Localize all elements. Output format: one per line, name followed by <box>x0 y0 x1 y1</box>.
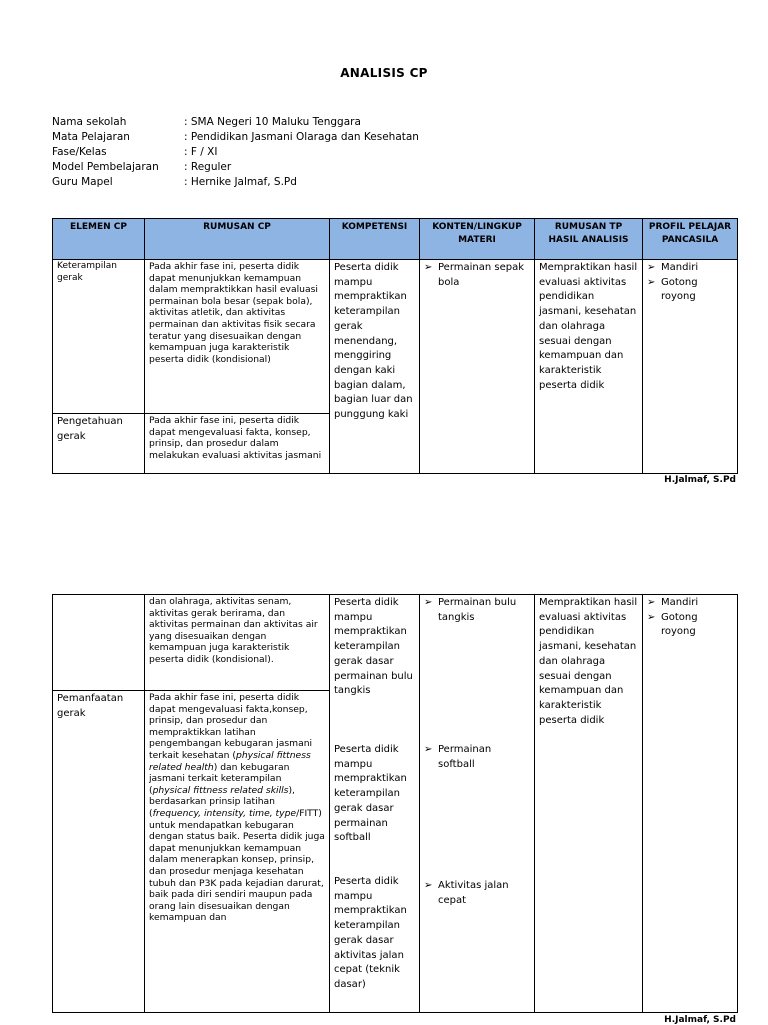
info-value: : F / XI <box>184 146 218 158</box>
header-elemen: ELEMEN CP <box>53 219 145 260</box>
info-value: : Pendidikan Jasmani Olaraga dan Kesehatan <box>184 131 419 143</box>
konten-item: ➢ Aktivitas jalan cepat <box>424 879 530 908</box>
analysis-table-2 <box>52 594 738 1013</box>
info-label: Fase/Kelas <box>52 146 107 158</box>
tp-cell: Mempraktikan hasil evaluasi aktivitas pendidikan jasmani, kesehatan dan olahraga sesuai dengan kemampuan dan karakteristik peserta didik <box>535 260 643 474</box>
rumusan-text: Pada akhir fase ini, peserta didik dapat mengevaluasi fakta,konsep, prinsip, dan prosedur dan mempraktikkan latihan pengembangan kebugaran jasmani terkait kesehatan ( <box>149 692 313 761</box>
info-label: Guru Mapel <box>52 176 113 188</box>
kompetensi-item: Peserta didik mampu mempraktikan keterampilan gerak dasar permainan bulu tangkis <box>334 597 413 697</box>
konten-item: ➢ Permainan bulu tangkis <box>424 596 530 743</box>
rumusan-cell: Pada akhir fase ini, peserta didik dapat mengevaluasi fakta, konsep, prinsip, dan prosedur dalam melakukan evaluasi aktivitas jasmani <box>145 414 330 474</box>
kompetensi-item: Peserta didik mampu mempraktikan keterampilan gerak dasar permainan softball <box>334 744 407 844</box>
tp-cell: Mempraktikan hasil evaluasi aktivitas pendidikan jasmani, kesehatan dan olahraga sesuai dengan kemampuan dan karakteristik peserta didik <box>535 595 643 1013</box>
rumusan-text: ), berdasarkan prinsip latihan ( <box>149 784 295 819</box>
info-row-school <box>52 115 419 130</box>
rumusan-italic: physical fittness related health <box>149 749 311 773</box>
rumusan-italic: frequency, intensity, time, type <box>152 807 297 819</box>
kompetensi-cell <box>330 595 420 1013</box>
konten-cell <box>420 260 535 474</box>
header-rumusan: RUMUSAN CP <box>145 219 330 260</box>
header-kompetensi: KOMPETENSI <box>330 219 420 260</box>
info-row-teacher <box>52 175 419 190</box>
signature: H.Jalmaf, S.Pd <box>664 475 736 485</box>
signature: H.Jalmaf, S.Pd <box>664 1015 736 1025</box>
konten-item: ➢ Permainan softball <box>424 743 530 879</box>
info-value: : SMA Negeri 10 Maluku Tenggara <box>184 116 361 128</box>
page-title: ANALISIS CP <box>340 66 428 80</box>
info-row-subject <box>52 130 419 145</box>
rumusan-cell: Pada akhir fase ini, peserta didik dapat menunjukkan kemampuan dalam mempraktikkan hasil evaluasi permainan bola besar (sepak bola), aktivitas atletik, dan aktivitas permainan dan aktivitas fisik secara teratur yang disesuaikan dengan kemampuan juga karakteristik peserta didik (kondisional) <box>145 260 330 414</box>
info-value: : Hernike Jalmaf, S.Pd <box>184 176 297 188</box>
info-row-model <box>52 160 419 175</box>
elemen-cell: Pengetahuan gerak <box>53 414 145 474</box>
profil-cell <box>643 260 738 474</box>
elemen-cell: Keterampilan gerak <box>53 260 145 414</box>
kompetensi-cell: Peserta didik mampu mempraktikan keterampilan gerak menendang, menggiring dengan kaki bagian dalam, bagian luar dan punggung kaki <box>330 260 420 474</box>
info-row-phase <box>52 145 419 160</box>
header-profil: PROFIL PELAJAR PANCASILA <box>643 219 738 260</box>
rumusan-cell <box>145 691 330 1013</box>
profil-item: ➢ Mandiri <box>647 261 733 276</box>
profil-item: ➢ Mandiri <box>647 596 733 611</box>
info-block <box>52 115 419 190</box>
analysis-table-1 <box>52 218 738 474</box>
konten-cell <box>420 595 535 1013</box>
header-tp: RUMUSAN TP HASIL ANALISIS <box>535 219 643 260</box>
elemen-cell: Pemanfaatan gerak <box>53 691 145 1013</box>
profil-item: ➢ Gotong royong <box>647 611 733 640</box>
info-label: Mata Pelajaran <box>52 131 130 143</box>
rumusan-text: ) dan kebugaran jasmani terkait keterampilan ( <box>149 761 290 796</box>
rumusan-cell: dan olahraga, aktivitas senam, aktivitas gerak berirama, dan aktivitas permainan dan aktivitas air yang disesuaikan dengan kemampuan juga karakteristik peserta didik (kondisional). <box>145 595 330 691</box>
info-label: Model Pembelajaran <box>52 161 159 173</box>
rumusan-italic: physical fittness related skills <box>152 784 289 796</box>
kompetensi-item: Peserta didik mampu mempraktikan keterampilan gerak dasar aktivitas jalan cepat (teknik dasar) <box>334 876 407 990</box>
info-value: : Reguler <box>184 161 232 173</box>
profil-cell <box>643 595 738 1013</box>
profil-item: ➢ Gotong royong <box>647 276 733 305</box>
rumusan-text: /FITT) untuk mendapatkan kebugaran dengan status baik. Peserta didik juga dapat menunjukkan kemampuan dalam menerapkan konsep, prinsip, dan prosedur menjaga kesehatan tubuh dan P3K pada kejadian darurat, baik pada diri sendiri maupun pada orang lain disesuaikan dengan kemampuan dan <box>149 807 325 924</box>
konten-item: ➢ Permainan sepak bola <box>424 261 530 290</box>
elemen-cell <box>53 595 145 691</box>
info-label: Nama sekolah <box>52 116 127 128</box>
header-konten: KONTEN/LINGKUP MATERI <box>420 219 535 260</box>
